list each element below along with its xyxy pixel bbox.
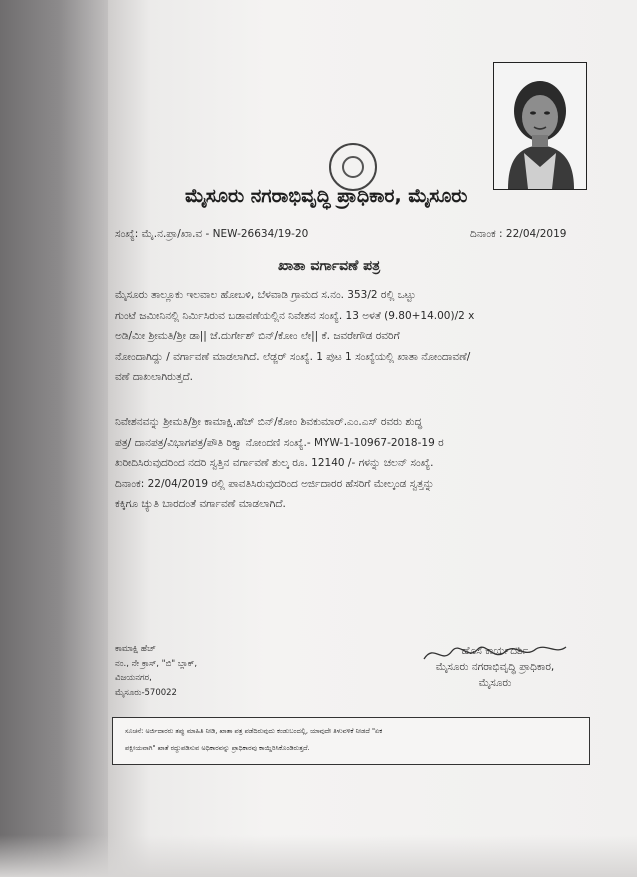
paragraph-line: ಪತ್ರ/ ದಾನಪತ್ರ/ವಿಭಾಗಪತ್ರ/ಪೌತಿ ರಿಕ್ತ್ಯಾ ನೋಂದಣಿ ಸಂಖ್ಯೆ.- MYW-1-10967-2018-19 ರ: [115, 436, 444, 449]
applicant-photo: [493, 62, 587, 190]
signatory-place: ಮೈಸೂರು: [478, 677, 512, 689]
authority-seal: [329, 143, 377, 191]
paragraph-line: ದಿನಾಂಕ: 22/04/2019 ರಲ್ಲಿ ಪಾವತಿಸಿರುವುದರಿಂದ ಅರ್ಜಿದಾರರ ಹೆಸರಿಗೆ ಮೇಲ್ಕಂಡ ಸ್ವತ್ತನ್ನು: [115, 477, 435, 490]
property-details-paragraph: [115, 285, 575, 388]
signature-block: [400, 643, 590, 691]
notice-box: [112, 717, 590, 765]
paragraph-line: ಅಡಿ/ಮೀ ಶ್ರೀಮತಿ/ಶ್ರೀ ಡಾ|| ಜೆ.ದುರ್ಗೇಶ್ ಬಿನ್/ಕೋಂ ಲೇ|| ಕೆ. ಜವರೇಗೌಡ ರವರಿಗೆ: [115, 330, 400, 342]
notice-line: ಸೂಚನೆ: ಅರ್ಜಿದಾರರು ತಪ್ಪು ಮಾಹಿತಿ ನೀಡಿ, ಖಾತಾ ಪತ್ರ ಪಡೆದಿರುವುದು ಕಂಡುಬಂದಲ್ಲಿ, ಯಾವುದೇ ತಿಳುವಳಿಕೆ ನೀಡದೆ "ಏಕ: [125, 727, 383, 735]
address-line: ವಿಜಯನಗರ,: [115, 673, 152, 684]
paragraph-line: ಗುಂಟೆ ಜಮೀನಿನಲ್ಲಿ ನಿರ್ಮಿಸಿರುವ ಬಡಾವಣೆಯಲ್ಲಿನ ನಿವೇಶನ ಸಂಖ್ಯೆ. 13 ಅಳತೆ (9.80+14.00)/2 x: [115, 309, 475, 322]
transfer-details-paragraph: [115, 412, 575, 515]
paragraph-line: ವಣೆ ದಾಖಲಾಗಿರುತ್ತದೆ.: [115, 371, 194, 383]
signatory-office: ಮೈಸೂರು ನಗರಾಭಿವೃದ್ಧಿ ಪ್ರಾಧಿಕಾರ,: [435, 661, 555, 673]
address-line: ಮೈಸೂರು-570022: [115, 687, 177, 698]
paragraph-line: ಮೈಸೂರು ತಾಲ್ಲೂಕು ಇಲವಾಲ ಹೋಬಳಿ, ಬೆಳವಾಡಿ ಗ್ರಾಮದ ಸ.ನಂ. 353/2 ರಲ್ಲಿ ಒಟ್ಟು: [115, 289, 416, 301]
notice-line: ಪಕ್ಷೀಯವಾಗಿ" ಖಾತೆ ರದ್ದುಪಡಿಸುವ ಅಧಿಕಾರವನ್ನು ಪ್ರಾಧಿಕಾರವು ಕಾಯ್ದಿರಿಸಿಕೊಂಡಿರುತ್ತದೆ.: [125, 744, 310, 752]
address-line: ನಂ., ನೇ ಕ್ರಾಸ್, "ಬಿ" ಬ್ಲಾಕ್,: [115, 658, 198, 669]
issue-date: ದಿನಾಂಕ : 22/04/2019: [470, 228, 567, 240]
signatory-designation: ಹೊಸ ಕಾರ್ಯದರ್ಶಿ: [461, 645, 529, 657]
signature-scribble: [420, 639, 570, 669]
document-heading: ಖಾತಾ ವರ್ಗಾವಣೆ ಪತ್ರ: [278, 258, 381, 274]
paragraph-line: ಕಕ್ಕಿಗೂ ಚ್ಯುತಿ ಬಾರದಂತೆ ವರ್ಗಾವಣೆ ಮಾಡಲಾಗಿದೆ.: [115, 498, 286, 510]
paragraph-line: ಖರೀದಿಸಿರುವುದರಿಂದ ನದರಿ ಸ್ವತ್ತಿನ ವರ್ಗಾವಣೆ ಶುಲ್ಕ ರೂ. 12140 /- ಗಳನ್ನು ಚಲನ್ ಸಂಖ್ಯೆ.: [115, 457, 434, 469]
paragraph-line: ನೋಂದಾಗಿದ್ದು / ವರ್ಗಾವಣೆ ಮಾಡಲಾಗಿದೆ. ಲೆಡ್ಜರ್ ಸಂಖ್ಯೆ. 1 ಪುಟ 1 ಸಂಖ್ಯೆಯಲ್ಲಿ ಖಾತಾ ನೋಂದಾವಣೆ/: [115, 350, 471, 363]
paragraph-line: ನಿವೇಶನವನ್ನು ಶ್ರೀಮತಿ/ಶ್ರೀ ಕಾಮಾಕ್ಷಿ.ಹೆಚ್ ಬಿನ್/ಕೋಂ ಶಿವಕುಮಾರ್.ಎಂ.ಎಸ್ ರವರು ಶುದ್ಧ: [115, 416, 423, 428]
bottom-shadow: [0, 835, 637, 877]
address-line: ಕಾಮಾಕ್ಷಿ ಹೆಚ್: [115, 644, 156, 654]
reference-number: ಸಂಖ್ಯೆ: ಮೈ.ನ.ಪ್ರಾ/ಖಾ.ವ - NEW-26634/19-20: [115, 228, 309, 240]
recipient-address: [115, 642, 197, 700]
authority-title: ಮೈಸೂರು ನಗರಾಭಿವೃದ್ಧಿ ಪ್ರಾಧಿಕಾರ, ಮೈಸೂರು: [185, 185, 468, 207]
